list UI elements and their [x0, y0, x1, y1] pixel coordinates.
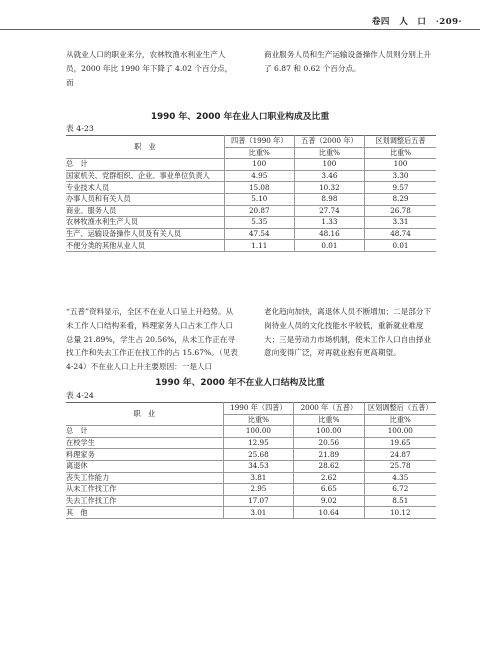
value-cell: 28.62 [294, 460, 364, 472]
value-cell: 100.00 [223, 426, 293, 438]
row-label: 从未工作找工作 [66, 484, 223, 496]
table-title-nonemployment: 1990 年、2000 年不在业人口结构及比重 [155, 378, 325, 388]
intro-right-column: 商业服务人员和生产运输设备操作人员则分别上升了 6.87 和 0.62 个百分点。 [264, 50, 432, 73]
value-cell: 3.81 [223, 472, 293, 484]
analysis-left-column: “五普”资料显示，全区不在业人口呈上升趋势。从未工作人口结构来看，料理家务人口占未工作人口总量 21.89%，学生占 20.56%，从未工作正在寻找工作和失去工作正在找工作的占 15.67%。（见表 4-24）不在业人口上升主要原因：一是人口 [66, 307, 238, 372]
value-cell: 24.87 [364, 449, 436, 461]
nonemployment-unit-1990: 比重% [223, 414, 293, 426]
value-cell: 0.01 [364, 240, 436, 252]
nonemployment-header-adjusted: 区划调整后（五普） [364, 403, 436, 415]
occupation-unit-adjusted: 比重% [364, 147, 436, 159]
value-cell: 10.32 [294, 182, 364, 194]
row-label: 总 计 [66, 159, 224, 171]
row-label: 不便分类的其他从业人员 [66, 240, 224, 252]
analysis-right-column: 老化趋向加快，离退休人员不断增加；二是部分下岗待业人员的文化技能水平较低，重新就业难度大；三是劳动力市场机制，使未工作人口自由择业意向变得广泛，对再就业抱有更高期望。 [264, 307, 432, 358]
value-cell: 6.72 [364, 484, 436, 496]
table-row [66, 217, 436, 229]
value-cell: 27.74 [294, 205, 364, 217]
value-cell: 1.11 [224, 240, 294, 252]
table-row [66, 159, 436, 171]
row-label: 料理家务 [66, 449, 223, 461]
row-label: 办事人员和有关人员 [66, 193, 224, 205]
nonemployment-header: 职 业 [66, 403, 223, 426]
value-cell: 21.89 [294, 449, 364, 461]
table-row [66, 240, 436, 252]
table-row [66, 205, 436, 217]
value-cell: 9.57 [364, 182, 436, 194]
value-cell: 9.02 [294, 495, 364, 507]
value-cell: 100 [294, 159, 364, 171]
value-cell: 4.95 [224, 170, 294, 182]
intro-paragraph [66, 48, 436, 89]
header-section: 人 口 [399, 17, 427, 27]
value-cell: 8.98 [294, 193, 364, 205]
occupation-header-1990: 四普（1990 年） [224, 136, 294, 148]
table-row [66, 182, 436, 194]
table-row [66, 228, 436, 240]
row-label: 丧失工作能力 [66, 472, 223, 484]
nonemployment-unit-adjusted: 比重% [364, 414, 436, 426]
value-cell: 2.62 [294, 472, 364, 484]
header-book-part: 卷四 [371, 17, 390, 27]
nonemployment-unit-2000: 比重% [294, 414, 364, 426]
value-cell: 47.54 [224, 228, 294, 240]
nonemployment-header-2000: 2000 年（五普） [294, 403, 364, 415]
value-cell: 17.07 [223, 495, 293, 507]
running-header [366, 15, 462, 27]
value-cell: 3.46 [294, 170, 364, 182]
row-label: 专业技术人员 [66, 182, 224, 194]
value-cell: 25.78 [364, 460, 436, 472]
table-row [66, 507, 436, 519]
table-row [66, 426, 436, 438]
value-cell: 5.35 [224, 217, 294, 229]
row-label: 在校学生 [66, 437, 223, 449]
value-cell: 100.00 [294, 426, 364, 438]
occupation-header: 职 业 [66, 136, 224, 159]
table-row [66, 437, 436, 449]
nonemployment-header-1990: 1990 年（四普） [223, 403, 293, 415]
row-label: 离退休 [66, 460, 223, 472]
value-cell: 48.16 [294, 228, 364, 240]
table-row [66, 460, 436, 472]
table-row [66, 484, 436, 496]
nonemployment-table [66, 402, 436, 519]
value-cell: 5.10 [224, 193, 294, 205]
value-cell: 25.68 [223, 449, 293, 461]
value-cell: 100 [224, 159, 294, 171]
value-cell: 10.12 [364, 507, 436, 519]
table-row [66, 193, 436, 205]
value-cell: 100.00 [364, 426, 436, 438]
value-cell: 12.95 [223, 437, 293, 449]
value-cell: 4.35 [364, 472, 436, 484]
value-cell: 26.78 [364, 205, 436, 217]
table-title-occupation: 1990 年、2000 年在业人口职业构成及比重 [150, 112, 330, 122]
value-cell: 3.30 [364, 170, 436, 182]
row-label: 国家机关、党群组织、企业、事业单位负责人 [66, 170, 224, 182]
row-label: 总 计 [66, 426, 223, 438]
occupation-header-2000: 五普（2000 年） [294, 136, 364, 148]
analysis-paragraph [66, 305, 436, 374]
intro-left-column: 从就业人口的职业来分，农林牧渔水利业生产人员，2000 年比 1990 年下降了 4.02 个百分点，而 [66, 50, 233, 87]
value-cell: 34.53 [223, 460, 293, 472]
value-cell: 20.56 [294, 437, 364, 449]
header-divider [0, 29, 480, 30]
value-cell: 48.74 [364, 228, 436, 240]
occupation-unit-2000: 比重% [294, 147, 364, 159]
value-cell: 3.31 [364, 217, 436, 229]
table-row [66, 449, 436, 461]
occupation-unit-1990: 比重% [224, 147, 294, 159]
value-cell: 8.29 [364, 193, 436, 205]
table-row [66, 495, 436, 507]
value-cell: 1.33 [294, 217, 364, 229]
value-cell: 8.51 [364, 495, 436, 507]
table-number-occupation: 表 4-23 [66, 124, 94, 133]
value-cell: 0.01 [294, 240, 364, 252]
value-cell: 2.95 [223, 484, 293, 496]
row-label: 其 他 [66, 507, 223, 519]
row-label: 生产、运输设备操作人员及有关人员 [66, 228, 224, 240]
value-cell: 100 [364, 159, 436, 171]
row-label: 农林牧渔水利生产人员 [66, 217, 224, 229]
row-label: 失去工作找工作 [66, 495, 223, 507]
table-row [66, 170, 436, 182]
value-cell: 20.87 [224, 205, 294, 217]
value-cell: 10.64 [294, 507, 364, 519]
row-label: 商业、服务人员 [66, 205, 224, 217]
occupation-header-adjusted: 区划调整后五普 [364, 136, 436, 148]
header-page-number: ·209· [435, 17, 462, 27]
table-number-nonemployment: 表 4-24 [66, 391, 94, 400]
value-cell: 3.01 [223, 507, 293, 519]
value-cell: 15.08 [224, 182, 294, 194]
table-row [66, 472, 436, 484]
value-cell: 6.65 [294, 484, 364, 496]
occupation-table [66, 135, 436, 252]
value-cell: 19.65 [364, 437, 436, 449]
